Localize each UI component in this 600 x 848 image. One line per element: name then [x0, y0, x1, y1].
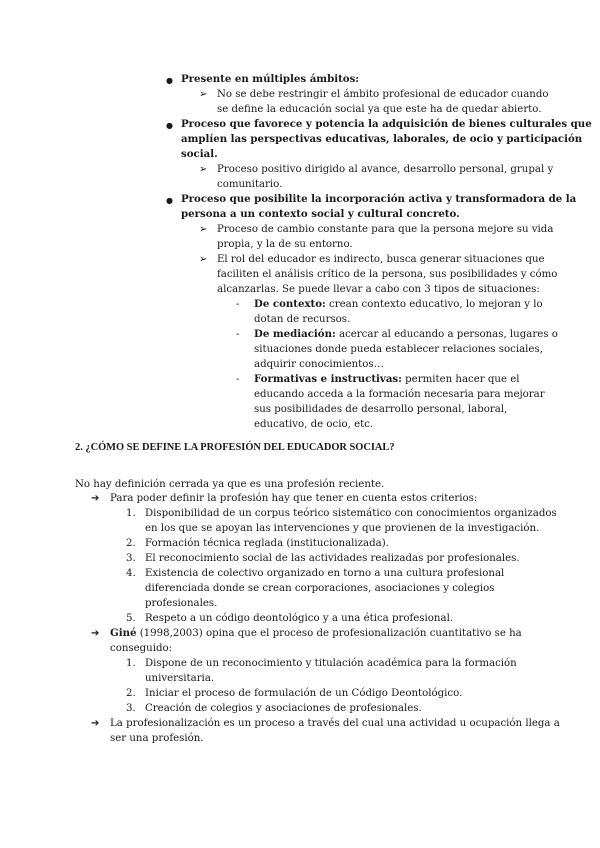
- dash-item-line: educativo, de ocio, etc.: [254, 419, 374, 430]
- arrow-item-text: conseguido:: [110, 643, 173, 654]
- arrow-item-text: Para poder definir la profesión hay que tener en cuenta estos criterios:: [110, 493, 478, 504]
- dash-item-line: educando acceda a la formación necesaria para mejorar: [254, 389, 545, 400]
- list-item: Formación técnica reglada (institucionalizada).: [145, 538, 389, 549]
- list-item: Respeto a un código deontológico y a una ética profesional.: [145, 613, 454, 624]
- list-item: universitaria.: [145, 673, 215, 684]
- intro-text: No hay definición cerrada ya que es una profesión reciente.: [75, 479, 385, 490]
- bullet-icon: ●: [166, 196, 173, 205]
- bullet-icon: ●: [166, 121, 173, 130]
- dash-item-line: sus posibilidades de desarrollo personal, laboral,: [254, 404, 508, 415]
- dash-item-line: situaciones donde pueda establecer relaciones sociales,: [254, 344, 543, 355]
- sub-text: se define la educación social ya que este ha de quedar abierto.: [217, 104, 542, 115]
- bullet-icon: ●: [166, 76, 173, 85]
- arrow-right-icon: ➔: [91, 493, 100, 504]
- dash-marker: -: [236, 374, 240, 385]
- list-number: 3.: [126, 703, 136, 714]
- list-item: Iniciar el proceso de formulación de un Código Deontológico.: [145, 688, 463, 699]
- list-item: profesionales.: [145, 598, 218, 609]
- dash-item-line: Formativas e instructivas: permiten hacer que el: [254, 373, 520, 385]
- list-number: 2.: [126, 688, 136, 699]
- list-number: 5.: [126, 613, 136, 624]
- sub-text: Proceso de cambio constante para que la persona mejore su vida: [217, 224, 554, 235]
- bullet-title: social.: [181, 148, 218, 160]
- arrow-item-text: ser una profesión.: [110, 733, 204, 744]
- dash-item-line: De contexto: crean contexto educativo, lo mejoran y lo: [254, 298, 543, 310]
- dash-term: Formativas e instructivas:: [254, 373, 402, 385]
- dash-term: De contexto:: [254, 298, 326, 310]
- list-number: 3.: [126, 553, 136, 564]
- list-number: 1.: [126, 658, 136, 669]
- sub-text: Proceso positivo dirigido al avance, desarrollo personal, grupal y: [217, 164, 554, 175]
- list-number: 2.: [126, 538, 136, 549]
- bullet-title: Presente en múltiples ámbitos:: [181, 73, 360, 85]
- arrow-item-text: La profesionalización es un proceso a través del cual una actividad u ocupación llega a: [110, 718, 560, 729]
- sub-text: faciliten el análisis crítico de la persona, sus posibilidades y cómo: [217, 269, 558, 280]
- dash-marker: -: [236, 299, 240, 310]
- list-item: Dispone de un reconocimiento y titulación académica para la formación: [145, 658, 517, 669]
- sub-text: No se debe restringir el ámbito profesional de educador cuando: [217, 89, 549, 100]
- arrowhead-icon: ➢: [199, 164, 208, 175]
- dash-term: De mediación:: [254, 328, 336, 340]
- sub-text: alcanzarlas. Se puede llevar a cabo con 3 tipos de situaciones:: [217, 284, 540, 295]
- bullet-title: Proceso que favorece y potencia la adquisición de bienes culturales que: [181, 118, 592, 130]
- author-name: Giné: [110, 627, 137, 639]
- dash-item-line: dotan de recursos.: [254, 314, 351, 325]
- list-item: Existencia de colectivo organizado en torno a una cultura profesional: [145, 568, 505, 579]
- dash-item-line: De mediación: acercar al educando a personas, lugares o: [254, 328, 558, 340]
- arrow-right-icon: ➔: [91, 628, 100, 639]
- arrow-item-text: Giné (1998,2003) opina que el proceso de profesionalización cuantitativo se ha: [110, 627, 522, 639]
- sub-text: propia, y la de su entorno.: [217, 239, 353, 250]
- list-item: El reconocimiento social de las actividades realizadas por profesionales.: [145, 553, 520, 564]
- section-heading: 2. ¿CÓMO SE DEFINE LA PROFESIÓN DEL EDUCADOR SOCIAL?: [75, 442, 395, 453]
- list-item: diferenciada donde se crean corporaciones, asociaciones y colegios: [145, 583, 495, 594]
- sub-text: El rol del educador es indirecto, busca generar situaciones que: [217, 254, 545, 265]
- arrowhead-icon: ➢: [199, 224, 208, 235]
- list-item: Disponibilidad de un corpus teórico sistemático con conocimientos organizados: [145, 508, 557, 519]
- list-item: en los que se apoyan las intervenciones y que provienen de la investigación.: [145, 523, 540, 534]
- list-number: 1.: [126, 508, 136, 519]
- bullet-title: persona a un contexto social y cultural concreto.: [181, 208, 460, 220]
- sub-text: comunitario.: [217, 179, 283, 190]
- arrowhead-icon: ➢: [199, 89, 208, 100]
- dash-item-line: adquirir conocimientos…: [254, 359, 384, 370]
- bullet-title: amplíen las perspectivas educativas, laborales, de ocio y participación: [181, 133, 583, 145]
- list-number: 4.: [126, 568, 136, 579]
- arrow-right-icon: ➔: [91, 718, 100, 729]
- arrowhead-icon: ➢: [199, 254, 208, 265]
- list-item: Creación de colegios y asociaciones de profesionales.: [145, 703, 422, 714]
- bullet-title: Proceso que posibilite la incorporación activa y transformadora de la: [181, 193, 577, 205]
- dash-marker: -: [236, 329, 240, 340]
